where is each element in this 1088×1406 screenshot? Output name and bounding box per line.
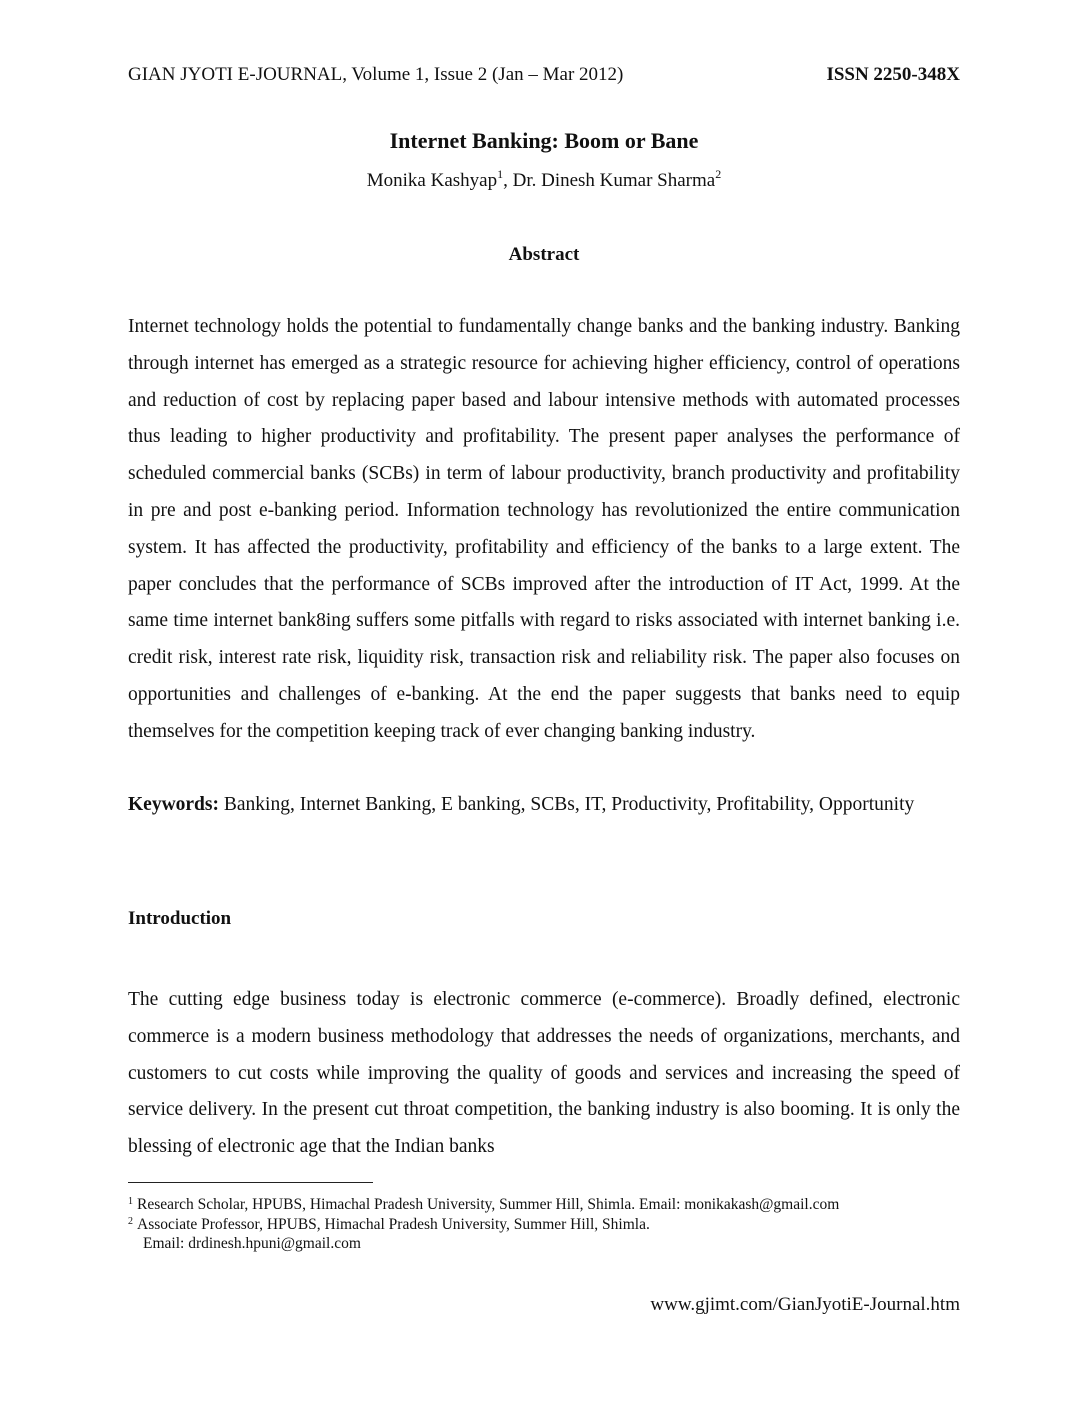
abstract-body: Internet technology holds the potential to fundamentally change banks and the banking industry. Banking through internet has emerged as a strategic resource for achieving higher efficiency, control of operations and reduction of cost by replacing paper based and labour intensive methods with automated processes thus leading to higher productivity and profitability. The present paper analyses the performance of scheduled commercial banks (SCBs) in term of labour productivity, branch productivity and profitability in pre and post e-banking period. Information technology has revolutionized the entire communication system. It has affected the productivity, profitability and efficiency of the banks to a large extent. The paper concludes that the performance of SCBs improved after the introduction of IT Act, 1999. At the same time internet bank8ing suffers some pitfalls with regard to risks associated with internet banking i.e. credit risk, interest rate risk, liquidity risk, transaction risk and reliability risk. The paper also focuses on opportunities and challenges of e-banking. At the end the paper suggests that banks need to equip themselves for the competition keeping track of ever changing banking industry. bbox=[128, 316, 960, 742]
author-1-footnote-mark: 1 bbox=[497, 167, 504, 181]
introduction-heading: Introduction bbox=[128, 908, 232, 929]
keywords-list: Banking, Internet Banking, E banking, SCBs, IT, Productivity, Profitability, Opportunity bbox=[219, 794, 915, 815]
footnote-1-mark: 1 bbox=[128, 1196, 133, 1207]
author-2: Dr. Dinesh Kumar Sharma bbox=[512, 170, 716, 191]
author-separator: , bbox=[503, 170, 513, 191]
author-2-footnote-mark: 2 bbox=[715, 167, 722, 181]
issn-header: ISSN 2250-348X bbox=[826, 64, 960, 85]
footnote-1 bbox=[128, 1195, 968, 1214]
footer-url: www.gjimt.com/GianJyotiE-Journal.htm bbox=[650, 1294, 960, 1315]
footnote-divider bbox=[128, 1182, 373, 1183]
author-line bbox=[0, 167, 1088, 192]
footnote-2-email: Email: drdinesh.hpuni@gmail.com bbox=[143, 1235, 361, 1252]
paper-title: Internet Banking: Boom or Bane bbox=[389, 128, 699, 153]
introduction-body: The cutting edge business today is electronic commerce (e-commerce). Broadly defined, electronic commerce is a modern business methodology that addresses the needs of organizations, merchants, and customers to cut costs while improving the quality of goods and services and increasing the speed of service delivery. In the present cut throat competition, the banking industry is also booming. It is only the blessing of electronic age that the Indian banks bbox=[128, 989, 960, 1158]
abstract-heading: Abstract bbox=[508, 244, 580, 265]
footnote-1-text: Research Scholar, HPUBS, Himachal Pradesh University, Summer Hill, Shimla. Email: monikakash@gmail.com bbox=[137, 1196, 840, 1213]
keywords-paragraph bbox=[128, 787, 960, 824]
footnote-2-mark: 2 bbox=[128, 1216, 133, 1227]
footnote-2 bbox=[128, 1215, 968, 1234]
keywords-label: Keywords: bbox=[128, 794, 219, 815]
author-1: Monika Kashyap bbox=[366, 170, 498, 191]
footnote-2-text: Associate Professor, HPUBS, Himachal Pradesh University, Summer Hill, Shimla. bbox=[137, 1216, 650, 1233]
journal-header: GIAN JYOTI E-JOURNAL, Volume 1, Issue 2 (Jan – Mar 2012) bbox=[128, 64, 624, 85]
